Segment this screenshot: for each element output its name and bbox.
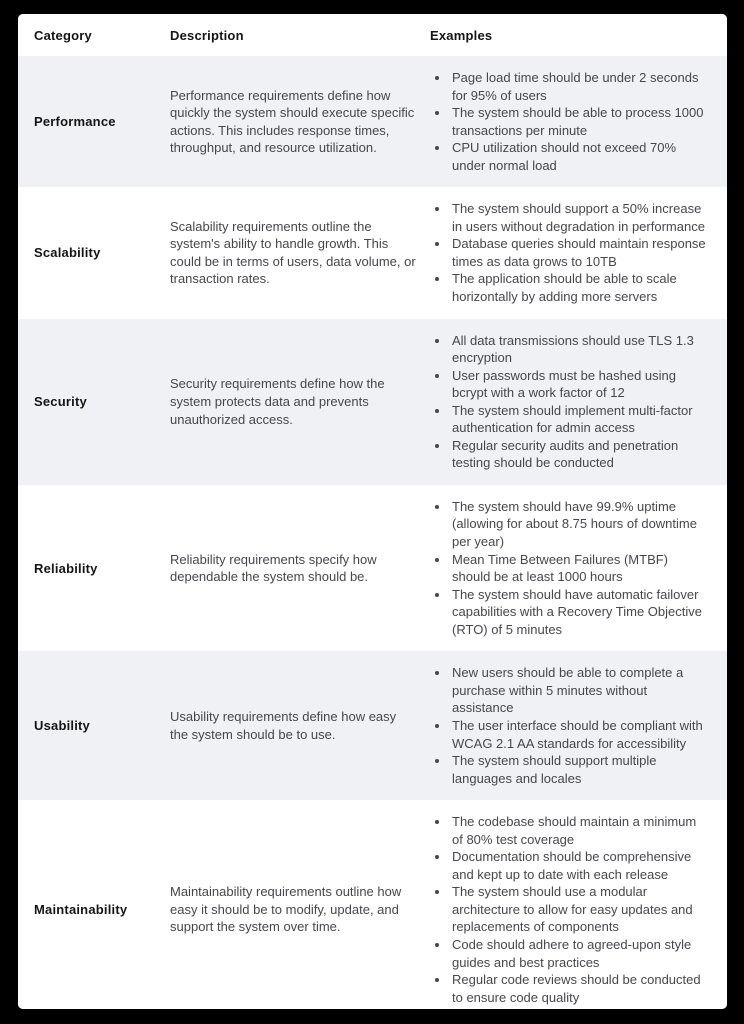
requirements-table-card — [18, 14, 727, 1009]
example-item: • User passwords must be hashed using bcrypt with a work factor of 12 — [450, 367, 709, 402]
example-item: • All data transmissions should use TLS 1.3 encryption — [450, 332, 709, 367]
example-item: • The codebase should maintain a minimum of 80% test coverage — [450, 813, 709, 848]
examples-list — [430, 69, 711, 174]
description-cell: Performance requirements define how quickly the system should execute specific actions. This includes response times, throughput, and resource utilization. — [170, 87, 415, 156]
category-cell: Reliability — [34, 560, 98, 576]
example-item: • Mean Time Between Failures (MTBF) should be at least 1000 hours — [450, 551, 709, 586]
category-cell: Scalability — [34, 245, 101, 261]
example-item: • New users should be able to complete a purchase within 5 minutes without assistance — [450, 664, 709, 717]
example-item: • The system should have 99.9% uptime (allowing for about 8.75 hours of downtime per year) — [450, 498, 709, 551]
description-cell: Maintainability requirements outline how easy it should be to modify, update, and support the system over time. — [170, 884, 402, 935]
table-row — [18, 800, 727, 1009]
example-item: • CPU utilization should not exceed 70% under normal load — [450, 139, 709, 174]
examples-list — [430, 813, 711, 1006]
example-item: • The system should implement multi-factor authentication for admin access — [450, 402, 709, 437]
table-row — [18, 56, 727, 187]
example-item: • The system should support multiple languages and locales — [450, 752, 709, 787]
category-cell: Security — [34, 394, 87, 410]
example-item: • The system should have automatic failover capabilities with a Recovery Time Objective (RTO) of 5 minutes — [450, 586, 709, 639]
example-item: • Code should adhere to agreed-upon style guides and best practices — [450, 936, 709, 971]
description-cell: Usability requirements define how easy the system should be to use. — [170, 709, 397, 742]
example-item: • Regular security audits and penetration testing should be conducted — [450, 437, 709, 472]
example-item: • The system should support a 50% increase in users without degradation in performance — [450, 200, 709, 235]
category-cell: Usability — [34, 718, 90, 734]
example-item: • The user interface should be compliant with WCAG 2.1 AA standards for accessibility — [450, 717, 709, 752]
description-cell: Scalability requirements outline the system's ability to handle growth. This could be in terms of users, data volume, or transaction rates. — [170, 218, 416, 287]
examples-list — [430, 498, 711, 638]
example-item: • Regular code reviews should be conducted to ensure code quality — [450, 971, 709, 1006]
category-cell: Maintainability — [34, 902, 128, 918]
table-row — [18, 651, 727, 800]
example-item: • The system should use a modular architecture to allow for easy updates and replacements of components — [450, 883, 709, 936]
examples-list — [430, 664, 711, 787]
example-item: • Page load time should be under 2 seconds for 95% of users — [450, 69, 709, 104]
table-body — [18, 56, 727, 1009]
example-item: • The system should be able to process 1000 transactions per minute — [450, 104, 709, 139]
table-row — [18, 485, 727, 651]
description-cell: Reliability requirements specify how dependable the system should be. — [170, 551, 377, 585]
example-item: • Database queries should maintain response times as data grows to 10TB — [450, 235, 709, 270]
table-header-row — [18, 14, 727, 56]
category-cell: Performance — [34, 114, 116, 130]
column-header-description: Description — [170, 27, 244, 43]
example-item: • The application should be able to scale horizontally by adding more servers — [450, 270, 709, 305]
table-row — [18, 319, 727, 485]
table-row — [18, 187, 727, 318]
example-item: • Documentation should be comprehensive and kept up to date with each release — [450, 848, 709, 883]
column-header-category: Category — [34, 27, 92, 43]
examples-list — [430, 332, 711, 472]
examples-list — [430, 200, 711, 305]
description-cell: Security requirements define how the system protects data and prevents unauthorized access. — [170, 376, 385, 427]
column-header-examples: Examples — [430, 27, 493, 43]
